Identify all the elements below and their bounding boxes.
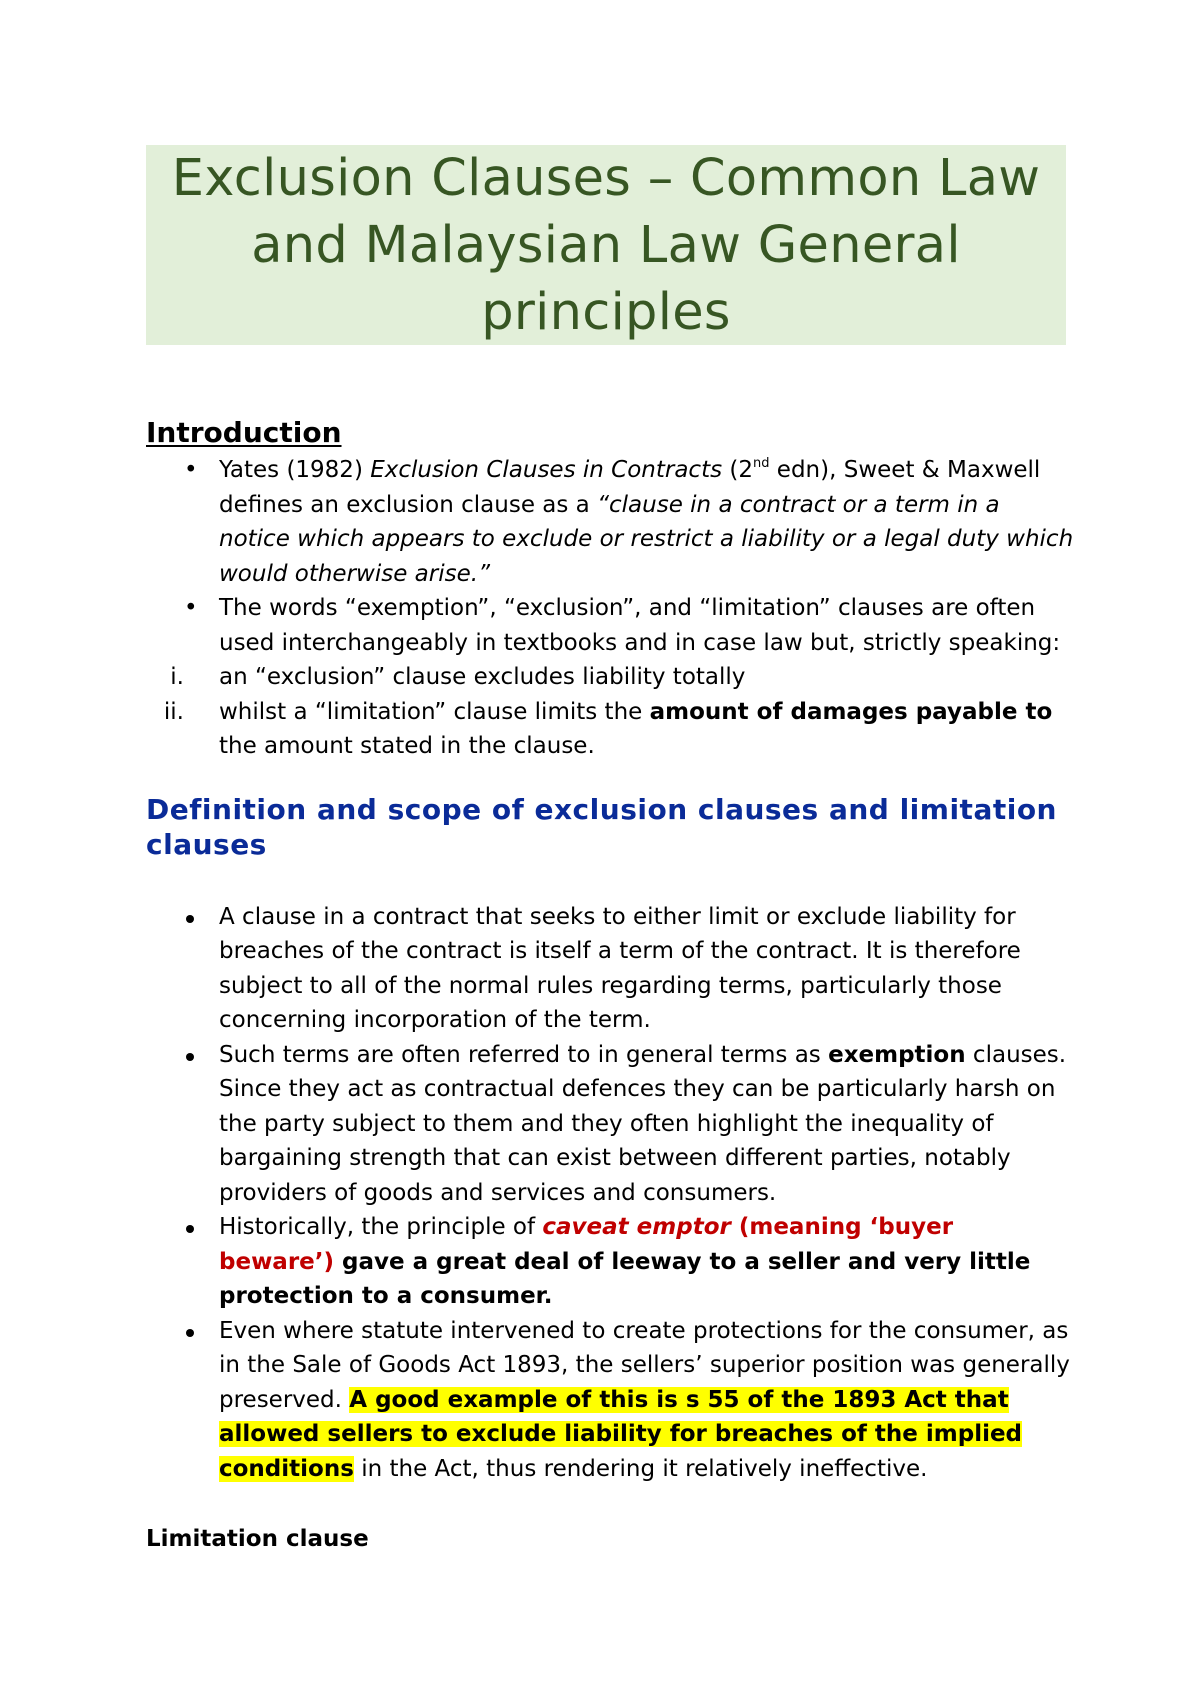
text-run: .	[543, 1283, 553, 1309]
text-run: (2	[722, 457, 753, 483]
list-item	[146, 1314, 1076, 1487]
list-item	[146, 695, 1076, 764]
bold-run: exemption	[828, 1041, 966, 1068]
definition-heading: Definition and scope of exclusion clauses and limitation clauses	[146, 792, 1057, 861]
list-item	[146, 660, 1076, 695]
introduction-heading: Introduction	[146, 416, 342, 449]
document-body	[146, 413, 1076, 1557]
text-run: the amount stated in the clause.	[219, 733, 595, 759]
bold-run: amount of damages payable to	[649, 698, 1053, 725]
caveat-emptor-term: caveat emptor	[542, 1214, 731, 1240]
list-item	[146, 1038, 1076, 1211]
list-number: ii.	[163, 698, 184, 725]
text-run: in the Act, thus rendering it relatively ineffective.	[353, 1455, 928, 1482]
definition-quote: “clause in a contract or a term in a notice which appears to exclude or restrict a liability or a legal duty which would otherwise arise.”	[219, 491, 1074, 587]
list-item	[146, 591, 1076, 660]
superscript: nd	[753, 456, 770, 471]
book-title: Exclusion Clauses in Contracts	[370, 457, 723, 483]
text-run: edn), Sweet & Maxwell defines an exclusion clause as a	[219, 457, 1041, 518]
definition-list	[146, 900, 1076, 1487]
text-run: A clause in a contract that seeks to either limit or exclude liability for breaches of the contract is itself a term of the contract. It is therefore subject to all of the normal rules regarding terms, particularly those concerning incorporation of the term.	[219, 903, 1021, 1033]
text-run: clauses. Since they act as contractual defences they can be particularly harsh on the party subject to them and they often highlight the inequality of bargaining strength that can exist between different parties, notably providers of goods and services and consumers.	[219, 1041, 1067, 1206]
list-number: i.	[170, 664, 184, 690]
text-run: whilst a “limitation” clause limits the	[219, 698, 650, 725]
introduction-list	[146, 453, 1076, 660]
text-run: The words “exemption”, “exclusion”, and “limitation” clauses are often used interchangeably in textbooks and in case law but, strictly speaking:	[219, 595, 1061, 656]
document-title: Exclusion Clauses – Common Law and Malaysian Law General principles	[171, 148, 1041, 342]
bold-run: gave a great deal of leeway to a seller and very little protection to a consumer	[219, 1248, 1031, 1309]
list-item	[146, 900, 1076, 1038]
highlighted-text: A good example of this is s 55 of the 1893 Act that allowed sellers to exclude liability for breaches of the implied conditions	[219, 1386, 1023, 1482]
title-box	[146, 145, 1066, 345]
list-item	[146, 453, 1076, 591]
list-item	[146, 1210, 1076, 1314]
red-bold-run: (meaning ‘buyer beware’)	[219, 1214, 954, 1275]
text-run: Historically, the principle of	[219, 1214, 543, 1240]
text-run: an “exclusion” clause excludes liability totally	[219, 664, 746, 690]
text-run: Yates (1982)	[219, 457, 371, 483]
roman-list	[146, 660, 1076, 764]
text-run: Such terms are often referred to in general terms as	[219, 1041, 829, 1068]
limitation-clause-heading: Limitation clause	[146, 1526, 369, 1552]
text-run: Even where statute intervened to create protections for the consumer, as in the Sale of Goods Act 1893, the sellers’ superior position was generally preserved.	[219, 1317, 1070, 1413]
